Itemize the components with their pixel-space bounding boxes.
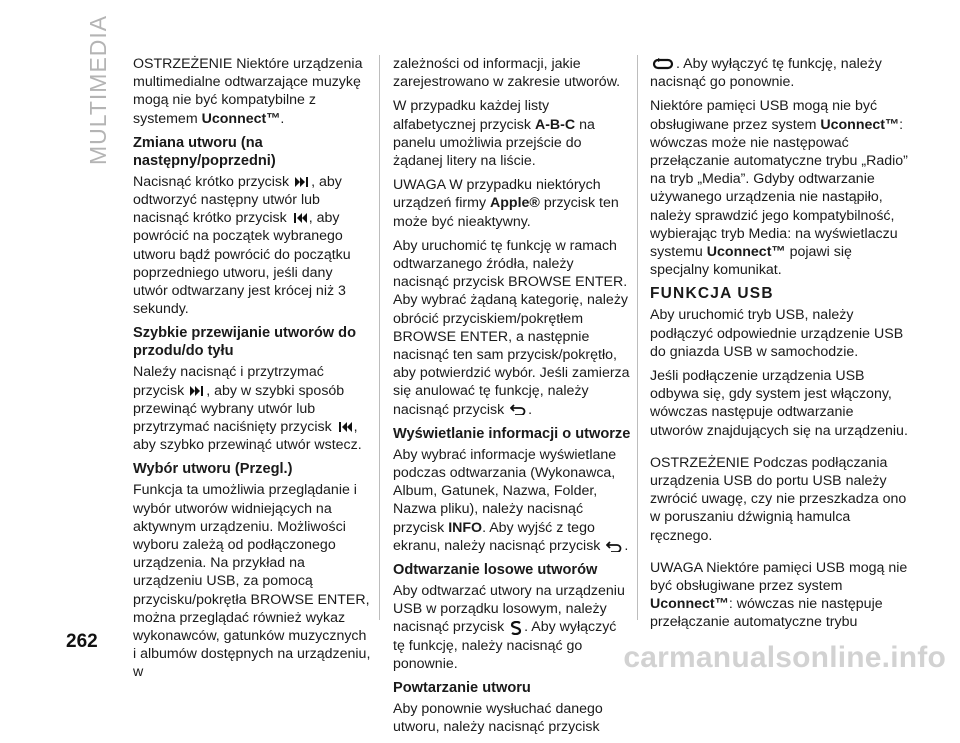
column-1 — [133, 55, 371, 688]
column-3 — [650, 55, 908, 638]
seek-paragraph: Naleźy nacisnąć i przytrzymać przycisk , aby w szybki sposób przewinąć wybrany utwór lub przytrzymać naciśnięty przycisk , aby szybko przewinąć utwór wstecz. — [133, 364, 362, 454]
shuffle-paragraph: Aby odtwarzać utwory na urządzeniu USB w porządku losowym, należy nacisnąć przycisk . Aby wyłączyć tę funkcję, należy nacisnąć go ponownie. — [393, 583, 625, 672]
repeat-icon — [652, 58, 674, 70]
usb-note: UWAGA Niektóre pamięci USB mogą nie być obsługiwane przez system Uconnect™: wówczas nie następuje przełączanie automatyczne trybu — [650, 559, 908, 631]
column-divider — [379, 55, 380, 620]
column-divider — [637, 55, 638, 620]
heading-info: Wyświetlanie informacji o utworze — [393, 425, 631, 442]
abc-paragraph: W przypadku każdej listy alfabetycznej przycisk A-B-C na panelu umożliwia przejście do żądanej litery na liście. — [393, 98, 595, 170]
heading-browse: Wybór utworu (Przegl.) — [133, 461, 293, 478]
column-2 — [393, 55, 631, 743]
track-change-paragraph: Nacisnąć krótko przycisk , aby odtworzyć następny utwór lub nacisnąć krótko przycisk , aby powrócić na początek wybranego utworu bądź powrócić do początku poprzedniego utworu, jeśli dany utwór odtwarzany jest krócej niż 3 sekundy. — [133, 173, 351, 318]
back-icon — [510, 404, 526, 415]
repeat-paragraph: Aby ponownie wysłuchać danego utworu, należy nacisnąć przycisk — [393, 701, 603, 736]
next-track-icon — [295, 177, 309, 187]
watermark: carmanualsonline.info — [623, 641, 946, 674]
browse-paragraph: Funkcja ta umożliwia przeglądanie i wybór utworów widniejących na aktywnym urządzeniu. Możliwości wyboru zależą od podłączonego urządzenia. Na przykład na urządzeniu USB, za pomocą przycisku/pokrętła BROWSE ENTER, można przeglądać również wykaz wykonawców, gatunków muzycznych i albumów dostępnych na urządzeniu, w — [133, 482, 371, 681]
repeat-continued: . Aby wyłączyć tę funkcję, należy nacisnąć go ponownie. — [650, 56, 882, 91]
info-paragraph: Aby wybrać informacje wyświetlane podczas odtwarzania (Wykonawca, Album, Gatunek, Nazwa, Folder, Nazwa pliku), należy nacisnąć przycisk INFO. Aby wyjść z tego ekranu, należy nacisnąć przycisk . — [393, 446, 629, 554]
info-button-label: INFO — [448, 519, 483, 536]
previous-track-icon — [338, 422, 352, 432]
warning-paragraph: OSTRZEŻENIE Niektóre urządzenia multimedialne odtwarzające muzykę mogą nie być kompatybilne z systemem Uconnect™. — [133, 56, 363, 127]
heading-repeat: Powtarzanie utworu — [393, 680, 531, 697]
next-track-icon — [190, 386, 204, 396]
previous-track-icon — [293, 213, 307, 223]
section-title: MULTIMEDIA — [85, 14, 111, 165]
shuffle-icon — [510, 621, 522, 635]
heading-track-change: Zmiana utworu (na następny/poprzedni) — [133, 134, 276, 169]
heading-seek: Szybkie przewijanie utworów do przodu/do tyłu — [133, 325, 356, 360]
browse-enter-paragraph: Aby uruchomić tę funkcję w ramach odtwarzanego źródła, należy nacisnąć przycisk BROWSE ENTER. Aby wybrać żądaną kategorię, należy obrócić przyciskiem/pokrętłem BROWSE ENTER, a następnie nacisnąć ten sam przycisk/pokrętło, aby potwierdzić wybór. Jeśli zamierza się anulować tę funkcję, należy nacisnąć przycisk . — [393, 237, 630, 418]
heading-usb: FUNKCJA USB — [650, 285, 774, 303]
apple-note: UWAGA W przypadku niektórych urządzeń firmy Apple® przycisk ten może być nieaktywny. — [393, 177, 619, 230]
heading-shuffle: Odtwarzanie losowe utworów — [393, 562, 598, 579]
usb-paragraph-2: Jeśli podłączenie urządzenia USB odbywa się, gdy system jest włączony, wówczas następuje odtwarzanie utworów znajdujących się na urządzeniu. — [650, 368, 908, 439]
usb-paragraph-1: Aby uruchomić tryb USB, należy podłączyć odpowiednie urządzenie USB do gniazda USB w samochodzie. — [650, 307, 904, 360]
browse-continued: zależności od informacji, jakie zarejestrowano w zakresie utworów. — [393, 56, 621, 91]
usb-warning: OSTRZEŻENIE Podczas podłączania urządzenia USB do portu USB należy zwrócić uwagę, czy nie przeszkadza ono w poruszaniu dźwignią hamulca ręcznego. — [650, 454, 907, 544]
usb-compat-paragraph: Niektóre pamięci USB mogą nie być obsługiwane przez system Uconnect™: wówczas może nie następować przełączanie automatyczne trybu „Radio” na tryb „Media”. Gdyby odtwarzanie używanego urządzenia nie nastąpiło, należy sprawdzić jego kompatybilność, wybierając tryb Media: na wyświetlaczu systemu Uconnect™ pojawi się specjalny komunikat. — [650, 98, 908, 279]
back-icon — [606, 541, 622, 552]
abc-button-label: A-B-C — [534, 116, 576, 133]
page-number: 262 — [66, 631, 98, 652]
